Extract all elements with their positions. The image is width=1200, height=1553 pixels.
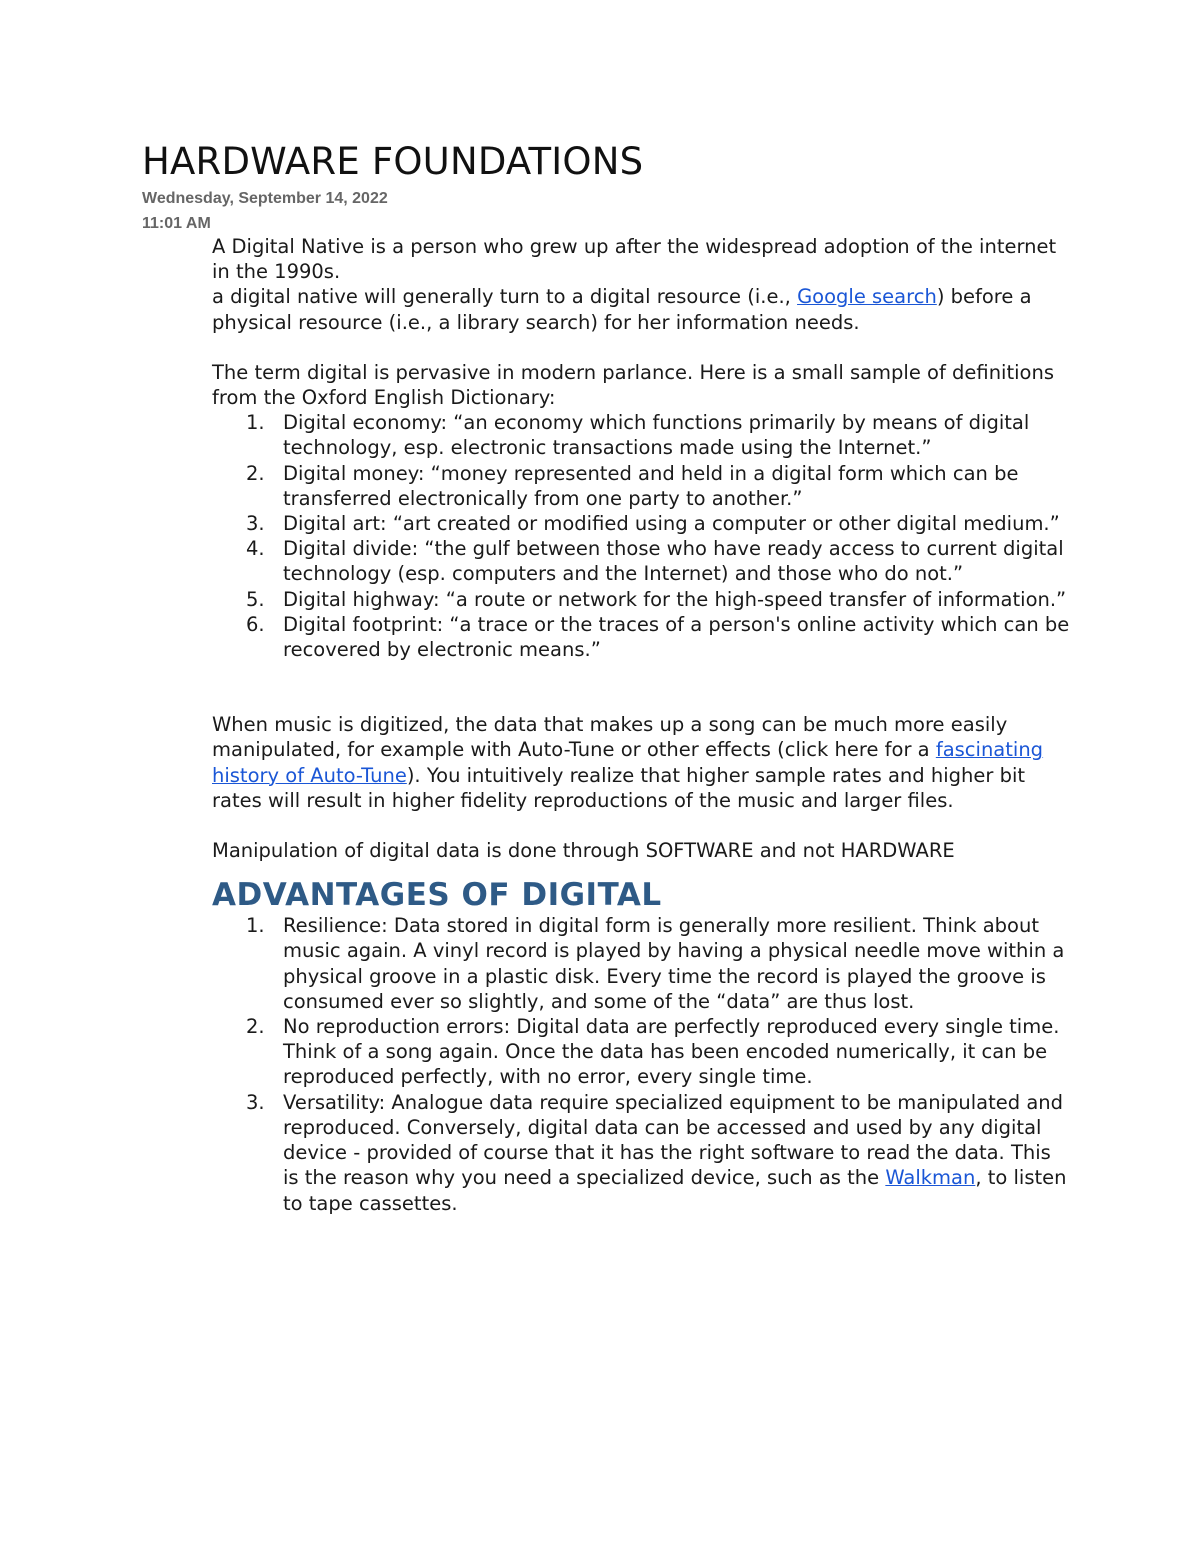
- google-search-link[interactable]: Google search: [797, 285, 937, 309]
- list-text: Digital divide: “the gulf between those who have ready access to current digital technology (esp. computers and the Internet) and those who do not.”: [283, 537, 1064, 586]
- definitions-intro: The term digital is pervasive in modern parlance. Here is a small sample of definitions from the Oxford English Dictionary:: [212, 360, 1054, 410]
- list-text: Digital footprint: “a trace or the traces of a person's online activity which can be recovered by electronic means.”: [283, 612, 1070, 662]
- list-item: [212, 536, 1072, 586]
- list-number: 3.: [246, 1090, 265, 1114]
- list-item: [212, 587, 1072, 612]
- music-text-post: ). You intuitively realize that higher sample rates and higher bit rates will result in higher fidelity reproductions of the music and larger files.: [212, 763, 1026, 812]
- list-number: 2.: [246, 461, 265, 485]
- note-time: 11:01 AM: [142, 215, 211, 232]
- list-number: 1.: [246, 914, 265, 938]
- auto-tune-history-link[interactable]: fascinating history of Auto-Tune: [212, 738, 1044, 787]
- music-paragraph: [212, 712, 1072, 813]
- list-number: 6.: [246, 612, 265, 636]
- list-item: [212, 461, 1072, 511]
- walkman-link[interactable]: Walkman: [885, 1166, 976, 1190]
- music-text-pre: When music is digitized, the data that makes up a song can be much more easily manipulated, for example with Auto-Tune or other effects (click here for a: [212, 713, 1008, 762]
- intro-text-pre: a digital native will generally turn to a digital resource (i.e.,: [212, 285, 798, 309]
- list-text: No reproduction errors: Digital data are perfectly reproduced every single time. Think of a song again. Once the data has been encoded numerically, it can be reproduced perfectly, with no error, every single time.: [283, 1015, 1060, 1089]
- list-text: Digital highway: “a route or network for the high-speed transfer of information.”: [283, 587, 1067, 611]
- list-item: [212, 511, 1072, 536]
- list-text: Resilience: Data stored in digital form is generally more resilient. Think about music again. A vinyl record is played by having a physical needle move within a physical groove in a plastic disk. Every time the record is played the groove is consumed ever so slightly, and some of the “data” are thus lost.: [283, 914, 1065, 1013]
- intro-paragraph: A Digital Native is a person who grew up after the widespread adoption of the internet in the 1990s.: [212, 235, 1057, 284]
- list-number: 2.: [246, 1015, 265, 1039]
- page-title: HARDWARE FOUNDATIONS: [142, 140, 644, 183]
- note-body: [212, 234, 1072, 1216]
- list-text: Digital money: “money represented and held in a digital form which can be transferred electronically from one party to another.”: [283, 461, 1019, 510]
- list-number: 5.: [246, 587, 265, 611]
- list-text-pre: Versatility: Analogue data require specialized equipment to be manipulated and reproduced. Conversely, digital data can be accessed and used by any digital device - provided of course that it has the right software to read the data. This is the reason why you need a specialized device, such as the: [283, 1090, 1064, 1190]
- list-number: 3.: [246, 512, 265, 536]
- definitions-list: [212, 410, 1072, 662]
- list-number: 4.: [246, 537, 265, 561]
- digital-native-paragraph: [212, 284, 1072, 334]
- intro-text-post: ) before a physical resource (i.e., a library search) for her information needs.: [212, 285, 1032, 334]
- list-item: [212, 1014, 1072, 1090]
- list-text: Digital art: “art created or modified using a computer or other digital medium.”: [283, 512, 1060, 536]
- list-item: [212, 612, 1072, 662]
- list-item: [212, 913, 1072, 1014]
- advantages-list: [212, 913, 1072, 1215]
- list-text-post: , to listen to tape cassettes.: [283, 1166, 1067, 1215]
- manipulation-paragraph: Manipulation of digital data is done through SOFTWARE and not HARDWARE: [212, 839, 955, 863]
- advantages-heading: ADVANTAGES OF DIGITAL: [212, 877, 662, 914]
- list-text: Digital economy: “an economy which functions primarily by means of digital technology, esp. electronic transactions made using the Internet.”: [283, 411, 1030, 460]
- list-number: 1.: [246, 411, 265, 435]
- list-item: [212, 1090, 1072, 1216]
- note-date: Wednesday, September 14, 2022: [142, 190, 388, 207]
- list-item: [212, 410, 1072, 460]
